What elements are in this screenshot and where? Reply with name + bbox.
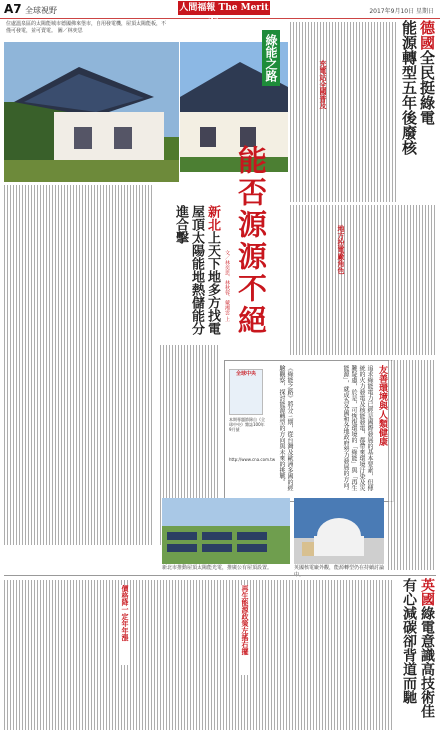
germany-subhead-2: 地方扮電廠角色 xyxy=(337,225,345,274)
magazine-caption: 本期專題節錄自《全球中央》雜誌100年9月號 xyxy=(229,417,265,432)
headline-line2: 能源轉型五年後廢核 xyxy=(400,20,418,155)
germany-subhead-1: 充電站全國普及 xyxy=(319,60,327,109)
headline-line2: 有心減碳卻背道而馳 xyxy=(401,578,417,704)
headline-line2: 屋頂太陽能地熱儲能分進合擊 xyxy=(173,205,204,335)
germany-article-body-2 xyxy=(290,205,436,355)
photo-caption-nuclear: 英國核電廠外觀，能源轉型仍在持續討論 xyxy=(294,565,385,571)
byline: 文／林奕思、林秋蓉、戴湘雲 上 xyxy=(224,250,230,322)
solar-farm-photo xyxy=(162,498,290,564)
germany-article-continued xyxy=(388,360,436,570)
headline-country-uk: 英國 xyxy=(419,578,435,606)
uk-subhead-1: 再生能源政策左搖右擺 xyxy=(240,585,250,675)
photo-caption-top: 位處溫泉區的太陽能城市德國佛來堡市，自用發電機，屋頂太陽能板，不僅可發電，並可賣電。 圖／林奕思 xyxy=(6,21,167,34)
taiwan-article-body xyxy=(4,185,154,545)
photo-caption-solar-farm: 新北市推動屋頂太陽能光電，推廣公有屋頂設置。 xyxy=(162,565,273,571)
headline-city-newtaipei: 新北 xyxy=(205,205,220,231)
headline-text: 綠電意識高技術佳 xyxy=(419,606,435,718)
solar-house-photo xyxy=(4,42,179,182)
germany-headline xyxy=(400,20,436,180)
headline-text: 全民挺綠電 xyxy=(418,50,436,125)
issue-date: 2017年9月10日 星期日 xyxy=(369,8,434,15)
series-note: 《綠能之路》將分三期，從台灣及歐洲多國的經驗觀察，探討能源轉型的方向與未來的挑戰。 xyxy=(278,365,293,491)
page-number: A7 xyxy=(4,2,22,16)
intro-box-title: 友善環境與人類健康 xyxy=(377,365,387,446)
taiwan-headline xyxy=(160,205,220,345)
uk-article-body xyxy=(4,580,394,730)
uk-headline xyxy=(398,578,436,728)
magazine-cover-text: 全球中央 xyxy=(235,371,256,377)
main-headline: 能否源源不絕 xyxy=(234,145,268,337)
newspaper-logo: 人間福報 The Merit Times xyxy=(179,3,269,27)
germany-article-body xyxy=(290,22,398,202)
headline-text: 上天下地多方找電 xyxy=(205,231,220,335)
section-name: 全球視野 xyxy=(25,6,57,15)
headline-country-germany: 德國 xyxy=(418,20,436,50)
uk-subhead-2: 價格降一定年年漲 xyxy=(120,585,130,665)
section-divider xyxy=(4,575,436,576)
series-badge: 綠能之路 xyxy=(262,30,280,86)
intro-box xyxy=(224,360,394,502)
nuclear-plant-photo xyxy=(294,498,384,564)
masthead xyxy=(0,0,440,27)
magazine-cover xyxy=(229,369,263,415)
magazine-url: http://www.cna.com.tw xyxy=(229,457,276,462)
intro-box-body: 追求綠能電力已經是國際發展的基本要素，但傳統的火力發電及核能發電，都帶來環境汙染及災難疑慮，於是，可恢復環境的「綠能」與「再生能源」，就成為各國和各地政府努力發展的方向。 xyxy=(342,365,373,494)
